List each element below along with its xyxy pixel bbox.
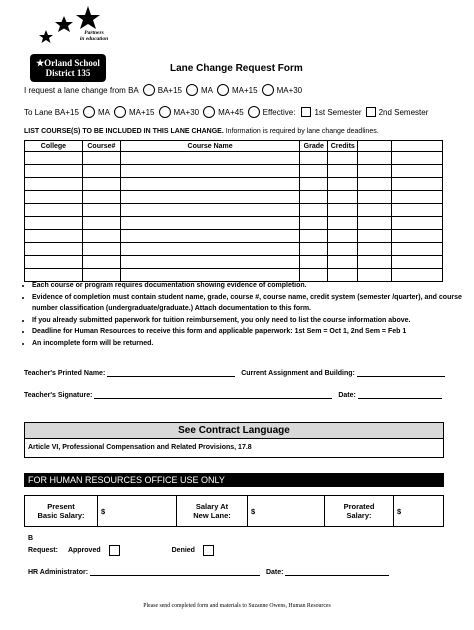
hr-admin-field[interactable]	[90, 575, 260, 576]
course-cell[interactable]	[328, 191, 358, 204]
new-salary-field[interactable]	[248, 496, 325, 527]
course-cell[interactable]	[392, 165, 443, 178]
hr-salary-table	[24, 495, 444, 527]
to-lane-row	[24, 106, 428, 118]
hr-heading: FOR HUMAN RESOURCES OFFICE USE ONLY	[24, 473, 444, 487]
course-cell[interactable]	[82, 230, 120, 243]
course-row	[25, 191, 443, 204]
course-cell[interactable]	[25, 230, 83, 243]
course-cell[interactable]	[392, 191, 443, 204]
radio-to-ma45[interactable]	[203, 106, 215, 118]
instruction-item: • Each course or program requires documentation showing evidence of completion.	[32, 280, 472, 292]
present-salary-field[interactable]	[98, 496, 177, 527]
star-icon: ★	[36, 58, 45, 68]
course-cell[interactable]	[25, 217, 83, 230]
hr-admin-row	[28, 569, 389, 576]
course-cell[interactable]	[120, 256, 299, 269]
course-row	[25, 152, 443, 165]
col-blank	[358, 141, 392, 152]
signature-field[interactable]	[94, 398, 332, 399]
course-cell[interactable]	[358, 243, 392, 256]
hr-b-label: B	[28, 535, 34, 542]
instruction-item: • Deadline for Human Resources to receive this form and applicable paperwork: 1st Sem = Oct 1, 2nd Sem = Feb 1	[32, 326, 472, 338]
course-cell[interactable]	[120, 191, 299, 204]
form-title: Lane Change Request Form	[170, 63, 303, 74]
col-course-number: Course#	[82, 141, 120, 152]
course-cell[interactable]	[120, 204, 299, 217]
checkbox-1st-semester[interactable]	[301, 107, 311, 117]
col-blank	[392, 141, 443, 152]
contract-text: Article VI, Professional Compensation and Related Provisions, 17.8	[28, 444, 252, 451]
course-cell[interactable]	[82, 243, 120, 256]
course-row	[25, 256, 443, 269]
course-cell[interactable]	[358, 191, 392, 204]
checkbox-2nd-semester[interactable]	[366, 107, 376, 117]
course-cell[interactable]	[120, 243, 299, 256]
course-cell[interactable]	[358, 217, 392, 230]
course-cell[interactable]	[358, 178, 392, 191]
teacher-date-field[interactable]	[358, 398, 442, 399]
footer-note: Please send completed form and materials to Suzanne Owens, Human Resources	[143, 603, 331, 609]
option-label: MA+15	[231, 85, 258, 95]
course-cell[interactable]	[120, 217, 299, 230]
course-row	[25, 204, 443, 217]
course-cell[interactable]	[328, 230, 358, 243]
course-cell[interactable]	[25, 204, 83, 217]
courses-heading-bold: LIST COURSE(S) TO BE INCLUDED IN THIS LANE CHANGE.	[24, 128, 224, 135]
course-cell[interactable]	[328, 243, 358, 256]
from-lane-row	[24, 84, 302, 96]
hr-request-row	[28, 545, 214, 556]
prorated-salary-field[interactable]	[394, 496, 444, 527]
printed-name-field[interactable]	[107, 376, 235, 377]
col-course-name: Course Name	[120, 141, 299, 152]
contract-heading: See Contract Language	[25, 423, 443, 439]
present-salary-label: Present Basic Salary:	[25, 496, 98, 527]
signature-label: Teacher's Signature:	[24, 392, 93, 399]
assignment-label: Current Assignment and Building:	[241, 370, 355, 377]
course-row	[25, 230, 443, 243]
instruction-item: • If you already submitted paperwork for tuition reimbursement, you only need to list the course information above.	[32, 315, 472, 327]
request-label: Request:	[28, 547, 58, 554]
to-lane-label: To Lane BA+15	[24, 107, 79, 117]
course-cell[interactable]	[120, 152, 299, 165]
course-cell[interactable]	[300, 152, 328, 165]
col-college: College	[25, 141, 83, 152]
new-salary-label: Salary At New Lane:	[177, 496, 248, 527]
course-row	[25, 217, 443, 230]
approved-label: Approved	[67, 547, 101, 554]
course-cell[interactable]	[328, 178, 358, 191]
course-cell[interactable]	[392, 243, 443, 256]
course-row	[25, 178, 443, 191]
semester2-label: 2nd Semester	[378, 107, 429, 117]
course-cell[interactable]	[120, 230, 299, 243]
option-label: MA+30	[276, 85, 303, 95]
course-cell[interactable]	[120, 165, 299, 178]
option-label: BA+15	[157, 85, 182, 95]
col-credits: Credits	[328, 141, 358, 152]
course-cell[interactable]	[358, 152, 392, 165]
logo-nameplate	[30, 54, 106, 82]
radio-effective[interactable]	[248, 106, 260, 118]
course-cell[interactable]	[300, 165, 328, 178]
course-cell[interactable]	[25, 165, 83, 178]
course-cell[interactable]	[300, 191, 328, 204]
course-cell[interactable]	[358, 165, 392, 178]
course-cell[interactable]	[328, 152, 358, 165]
course-cell[interactable]	[25, 243, 83, 256]
radio-to-ma30[interactable]	[159, 106, 171, 118]
currency-symbol: $	[101, 506, 106, 516]
course-cell[interactable]	[82, 178, 120, 191]
currency-symbol: $	[397, 506, 402, 516]
course-cell[interactable]	[25, 152, 83, 165]
course-table-body	[25, 152, 443, 282]
hr-admin-label: HR Administrator:	[28, 569, 89, 576]
col-grade: Grade	[300, 141, 328, 152]
option-label: MA+45	[218, 107, 244, 117]
course-table	[24, 140, 443, 282]
course-cell[interactable]	[25, 256, 83, 269]
course-table-header	[25, 141, 443, 152]
option-label: MA	[97, 107, 110, 117]
radio-from-ba15[interactable]	[143, 84, 155, 96]
teacher-date-label: Date:	[338, 392, 356, 399]
radio-from-ma15[interactable]	[217, 84, 229, 96]
prorated-salary-label: Prorated Salary:	[325, 496, 394, 527]
course-cell[interactable]	[300, 230, 328, 243]
contract-box	[24, 422, 444, 458]
option-label: MA	[200, 85, 213, 95]
course-cell[interactable]	[300, 178, 328, 191]
from-lane-label: I request a lane change from BA	[24, 85, 139, 95]
course-cell[interactable]	[82, 152, 120, 165]
denied-checkbox[interactable]	[203, 545, 214, 556]
course-cell[interactable]	[392, 204, 443, 217]
effective-label: Effective:	[262, 107, 296, 117]
teacher-signature-row	[24, 392, 442, 399]
currency-symbol: $	[251, 506, 256, 516]
radio-from-ma[interactable]	[186, 84, 198, 96]
printed-name-label: Teacher's Printed Name:	[24, 370, 106, 377]
course-cell[interactable]	[25, 191, 83, 204]
course-cell[interactable]	[300, 256, 328, 269]
course-cell[interactable]	[120, 178, 299, 191]
logo-tagline: Partners in education	[79, 30, 109, 42]
course-cell[interactable]	[25, 178, 83, 191]
course-cell[interactable]	[300, 204, 328, 217]
course-cell[interactable]	[328, 256, 358, 269]
district-logo	[28, 4, 136, 82]
teacher-name-row	[24, 370, 445, 377]
assignment-field[interactable]	[357, 376, 445, 377]
course-cell[interactable]	[392, 152, 443, 165]
course-cell[interactable]	[392, 217, 443, 230]
instruction-item: • An incomplete form will be returned.	[32, 338, 472, 350]
course-cell[interactable]	[392, 256, 443, 269]
course-cell[interactable]	[358, 256, 392, 269]
course-cell[interactable]	[82, 191, 120, 204]
course-cell[interactable]	[82, 204, 120, 217]
hr-date-label: Date:	[265, 569, 284, 576]
course-cell[interactable]	[82, 256, 120, 269]
course-cell[interactable]	[300, 243, 328, 256]
option-label: MA+30	[173, 107, 200, 117]
denied-label: Denied	[171, 547, 195, 554]
semester1-label: 1st Semester	[314, 107, 362, 117]
radio-to-ma[interactable]	[83, 106, 95, 118]
course-row	[25, 243, 443, 256]
instructions-list	[22, 280, 472, 349]
course-row	[25, 165, 443, 178]
courses-heading-note: Information is required by lane change deadlines.	[225, 128, 379, 135]
course-cell[interactable]	[328, 217, 358, 230]
logo-name-line1: Orland School	[44, 58, 100, 68]
course-cell[interactable]	[300, 217, 328, 230]
course-cell[interactable]	[358, 204, 392, 217]
course-cell[interactable]	[358, 230, 392, 243]
radio-to-ma15[interactable]	[114, 106, 126, 118]
hr-date-field[interactable]	[285, 575, 389, 576]
option-label: MA+15	[128, 107, 155, 117]
course-cell[interactable]	[392, 178, 443, 191]
approved-checkbox[interactable]	[109, 545, 120, 556]
radio-from-ma30[interactable]	[262, 84, 274, 96]
course-cell[interactable]	[392, 230, 443, 243]
course-cell[interactable]	[82, 165, 120, 178]
hr-salary-row	[25, 496, 444, 527]
courses-heading	[24, 128, 379, 135]
logo-name-line2: District 135	[45, 68, 91, 78]
course-cell[interactable]	[82, 217, 120, 230]
instruction-item: • Evidence of completion must contain student name, grade, course #, course name, credit system (semester /quarter), and course number classification (undergraduate/graduate.) Attach documentation to this form.	[32, 292, 472, 315]
course-cell[interactable]	[328, 204, 358, 217]
course-cell[interactable]	[328, 165, 358, 178]
